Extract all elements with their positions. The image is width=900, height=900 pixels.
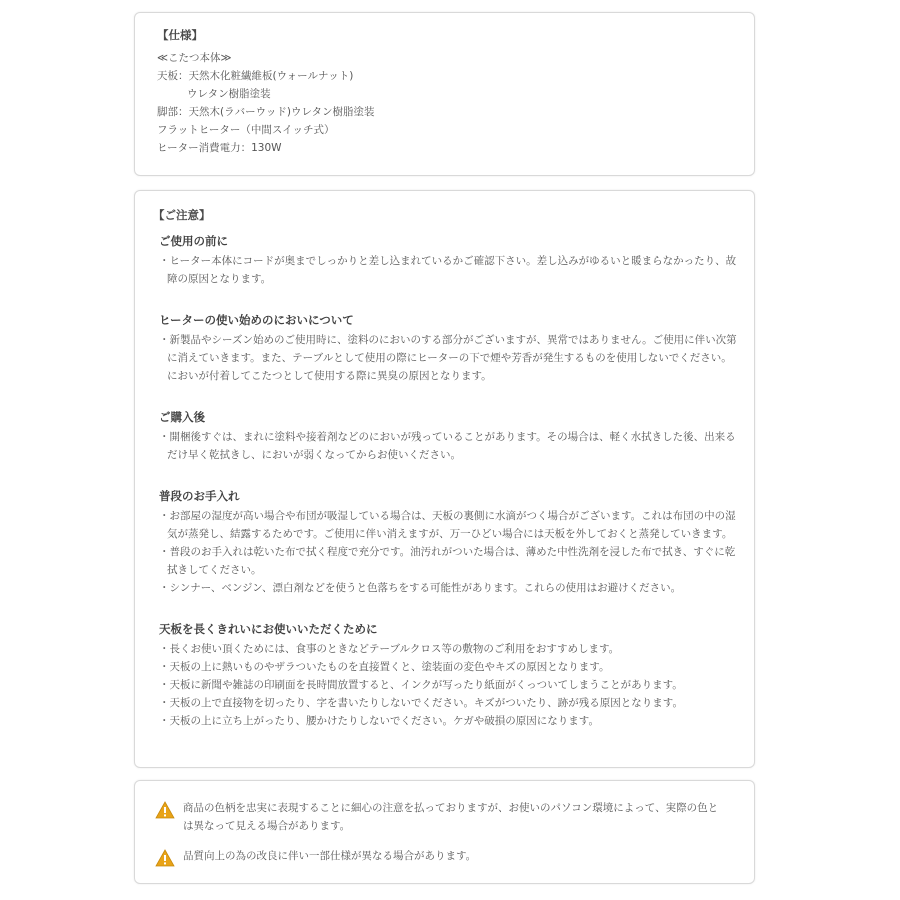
caution-section	[153, 312, 737, 385]
caution-panel	[134, 190, 755, 768]
spec-title: 【仕様】	[157, 28, 203, 42]
section-heading: ご使用の前に	[159, 234, 228, 248]
section-heading: ヒーターの使い始めのにおいについて	[159, 313, 354, 327]
spec-line: 脚部：天然木(ラバーウッド)ウレタン樹脂塗装	[157, 106, 375, 118]
spec-panel	[134, 12, 755, 176]
spec-line: ウレタン樹脂塗装	[187, 88, 271, 100]
caution-bullet: ・天板の上に立ち上がったり、腰かけたりしないでください。ケガや破損の原因になります。	[159, 715, 599, 727]
caution-bullet: ・天板の上で直接物を切ったり、字を書いたりしないでください。キズがついたり、跡が残る原因となります。	[159, 697, 683, 709]
caution-bullet: ・ヒーター本体にコードが奥までしっかりと差し込まれているかご確認下さい。差し込みがゆるいと暖まらなかったり、故障の原因となります。	[159, 255, 737, 285]
caution-bullet: ・新製品やシーズン始めのご使用時に、塗料のにおいのする部分がございますが、異常ではありません。ご使用に伴い次第に消えていきます。また、テーブルとして使用の際にヒーターの下で煙や芳香が発生するものを使用しないでください。においが付着してこたつとして使用する際に異臭の原因となります。	[159, 334, 737, 382]
warning-icon	[155, 801, 175, 819]
spec-line: フラットヒーター（中間スイッチ式）	[157, 124, 335, 136]
notice-text: 品質向上の為の改良に伴い一部仕様が異なる場合があります。	[183, 850, 477, 862]
caution-bullet: ・シンナー、ベンジン、漂白剤などを使うと色落ちをする可能性があります。これらの使用はお避けください。	[159, 582, 682, 594]
section-heading: 天板を長くきれいにお使いいただくために	[159, 622, 378, 636]
notice-text: 商品の色柄を忠実に表現することに細心の注意を払っておりますが、お使いのパソコン環境によって、実際の色とは異なって見える場合があります。	[183, 802, 719, 832]
section-heading: ご購入後	[159, 410, 205, 424]
caution-section	[153, 233, 737, 288]
section-heading: 普段のお手入れ	[159, 489, 240, 503]
caution-bullet: ・長くお使い頂くためには、食事のときなどテーブルクロス等の敷物のご利用をおすすめします。	[159, 643, 620, 655]
notice-item	[153, 799, 728, 835]
caution-bullet: ・開梱後すぐは、まれに塗料や接着剤などのにおいが残っていることがあります。その場合は、軽く水拭きした後、出来るだけ早く乾拭きし、においが弱くなってからお使いください。	[159, 431, 736, 461]
caution-bullet: ・天板の上に熱いものやザラついたものを直接置くと、塗装面の変色やキズの原因となります。	[159, 661, 610, 673]
caution-section	[153, 488, 736, 597]
caution-title: 【ご注意】	[153, 208, 211, 222]
spec-line: ヒーター消費電力：130W	[157, 142, 282, 154]
notice-item	[153, 847, 728, 865]
caution-bullet: ・お部屋の湿度が高い場合や布団が吸湿している場合は、天板の裏側に水滴がつく場合がございます。これは布団の中の湿気が蒸発し、結露するためです。ご使用に伴い消えますが、万一ひどい場合には天板を外しておくと蒸発していきます。	[159, 510, 736, 540]
caution-section	[153, 621, 732, 730]
spec-line: ≪こたつ本体≫	[157, 52, 232, 64]
notice-panel	[134, 780, 755, 884]
warning-icon	[155, 849, 175, 867]
spec-line: 天板：天然木化粧繊維板(ウォールナット)	[157, 70, 354, 82]
caution-bullet: ・普段のお手入れは乾いた布で拭く程度で充分です。油汚れがついた場合は、薄めた中性洗剤を浸した布で拭き、すぐに乾拭きしてください。	[159, 546, 736, 576]
caution-bullet: ・天板に新聞や雑誌の印刷面を長時間放置すると、インクが写ったり紙面がくっついてしまうことがあります。	[159, 679, 683, 691]
caution-section	[153, 409, 736, 464]
